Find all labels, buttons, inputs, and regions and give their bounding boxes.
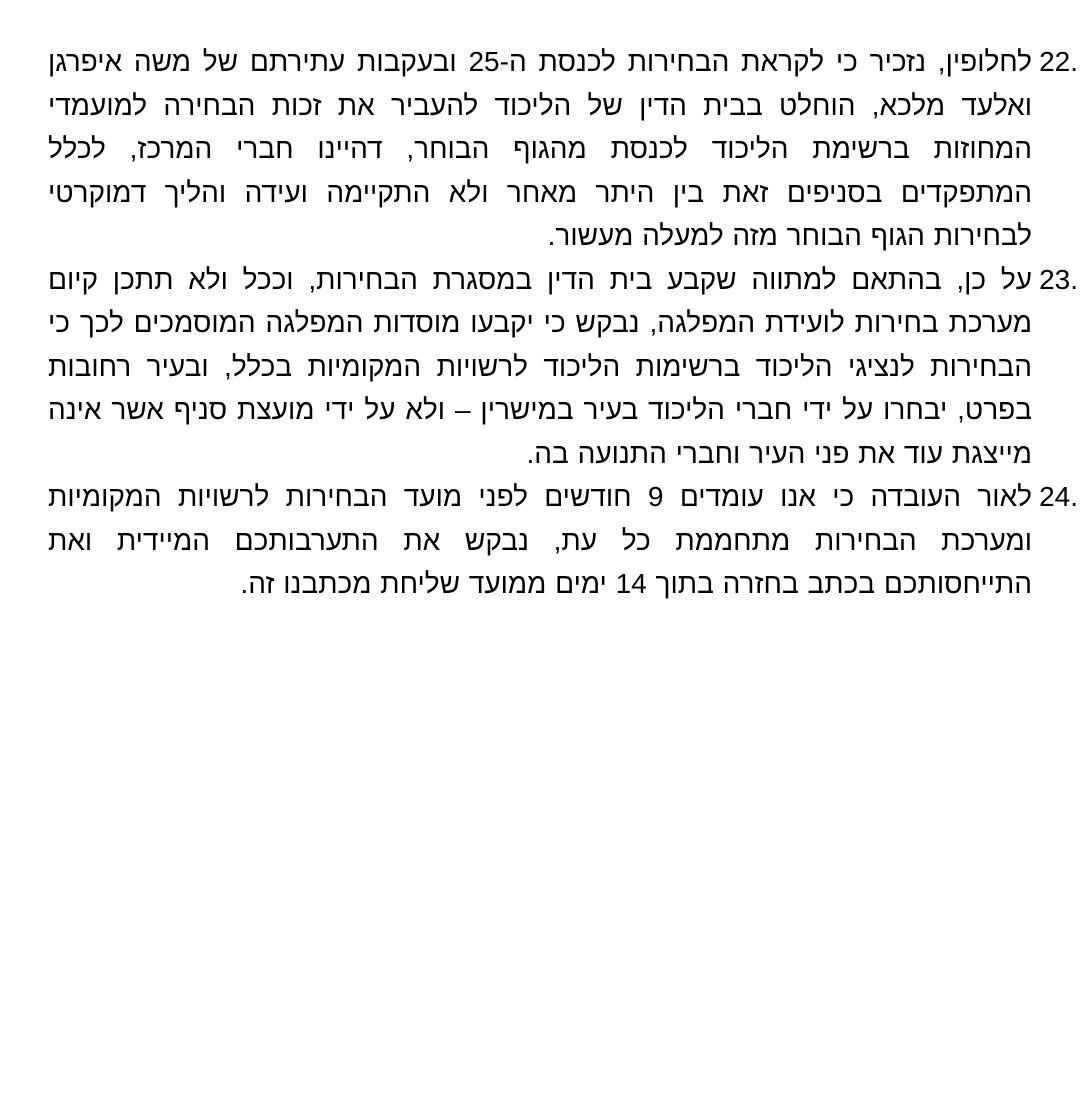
- paragraph-22: [48, 40, 1078, 258]
- document-body: [48, 40, 1078, 606]
- paragraph-number: 24.: [1039, 481, 1078, 512]
- paragraph-text: לחלופין, נזכיר כי לקראת הבחירות לכנסת ה-25 ובעקבות עתירתם של משה איפרגן ואלעד מלכא, הוחלט בבית הדין של הליכוד להעביר את זכות הבחירה למועמדי המחוזות ברשימת הליכוד לכנסת מהגוף הבוחר, דהיינו חברי המרכז, לכלל המתפקדים בסניפים זאת בין היתר מאחר ולא התקיימה ועידה והליך דמוקרטי לבחירות הגוף הבוחר מזה למעלה מעשור.: [48, 46, 1032, 251]
- paragraph-number: 23.: [1039, 263, 1078, 295]
- paragraph-24: [48, 475, 1078, 606]
- paragraph-number: 22.: [1039, 46, 1078, 77]
- paragraph-text: על כן, בהתאם למתווה שקבע בית הדין במסגרת הבחירות, וככל ולא תתכן קיום מערכת בחירות לועידת המפלגה, נבקש כי יקבעו מוסדות המפלגה המוסמכים לכך כי הבחירות לנציגי הליכוד ברשימות הליכוד לרשויות המקומיות בכלל, ובעיר רחובות בפרט, יבחרו על ידי חברי הליכוד בעיר במישרין – ולא על ידי מועצת סניף אשר אינה מייצגת עוד את פני העיר וחברי התנועה בה.: [48, 263, 1032, 469]
- paragraph-text: לאור העובדה כי אנו עומדים 9 חודשים לפני מועד הבחירות לרשויות המקומיות ומערכת הבחירות מתחממת כל עת, נבקש את התערבותכם המיידית ואת התייחסותכם בכתב בחזרה בתוך 14 ימים ממועד שליחת מכתבנו זה.: [48, 481, 1032, 599]
- paragraph-23: [48, 258, 1078, 476]
